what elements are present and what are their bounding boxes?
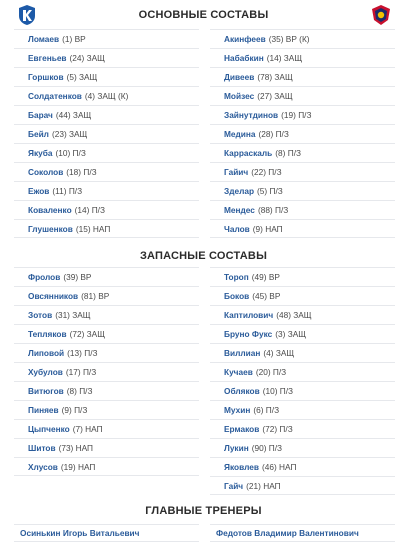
cska-crest-icon — [371, 4, 391, 26]
player-row[interactable] — [210, 324, 395, 343]
player-number-position: (6) П/З — [253, 405, 280, 415]
player-row[interactable] — [210, 419, 395, 438]
player-number-position: (44) ЗАЩ — [55, 110, 92, 120]
player-row[interactable] — [14, 67, 199, 86]
player-number-position: (5) П/З — [257, 186, 283, 196]
player-number-position: (35) ВР (К) — [268, 34, 310, 44]
player-number-position: (81) ВР — [81, 291, 110, 301]
player-number-position: (49) ВР — [251, 272, 280, 282]
player-number-position: (46) НАП — [261, 462, 297, 472]
player-name-link[interactable]: Медина — [224, 129, 256, 139]
player-number-position: (39) ВР — [63, 272, 92, 282]
player-row[interactable] — [210, 162, 395, 181]
player-number-position: (28) П/З — [258, 129, 289, 139]
player-name-link[interactable]: Лукин — [224, 443, 249, 453]
player-name-link[interactable]: Зделар — [224, 186, 255, 196]
player-number-position: (4) ЗАЩ (К) — [84, 91, 129, 101]
player-row[interactable] — [14, 324, 199, 343]
player-row[interactable] — [14, 200, 199, 219]
main-lineups-header — [0, 6, 407, 24]
player-name-link[interactable]: Горшков — [28, 72, 64, 82]
player-name-link[interactable]: Акинфеев — [224, 34, 266, 44]
subs-header — [0, 247, 407, 265]
player-row[interactable] — [14, 343, 199, 362]
player-number-position: (10) П/З — [55, 148, 86, 158]
player-name-link[interactable]: Тепляков — [28, 329, 67, 339]
player-number-position: (18) П/З — [66, 167, 97, 177]
player-name-link[interactable]: Обляков — [224, 386, 260, 396]
player-name-link[interactable]: Мойзес — [224, 91, 255, 101]
player-row[interactable] — [210, 381, 395, 400]
player-row[interactable] — [14, 438, 199, 457]
player-number-position: (13) П/З — [67, 348, 98, 358]
player-row[interactable] — [14, 362, 199, 381]
player-row[interactable] — [210, 67, 395, 86]
away-lineup-list — [210, 29, 395, 238]
player-number-position: (48) ЗАЩ — [276, 310, 312, 320]
player-row[interactable] — [14, 162, 199, 181]
player-name-link[interactable]: Коваленко — [28, 205, 72, 215]
player-number-position: (78) ЗАЩ — [257, 72, 293, 82]
player-number-position: (17) П/З — [65, 367, 97, 377]
player-row[interactable] — [210, 362, 395, 381]
away-coach[interactable]: Федотов Владимир Валентинович — [210, 524, 395, 542]
player-row[interactable] — [210, 200, 395, 219]
player-row[interactable] — [14, 29, 199, 48]
player-row[interactable] — [210, 181, 395, 200]
player-name-link[interactable]: Гайч — [224, 480, 244, 491]
player-number-position: (11) П/З — [52, 186, 83, 196]
player-number-position: (10) П/З — [262, 386, 294, 396]
player-name-link[interactable]: Зотов — [28, 310, 53, 320]
player-row[interactable] — [210, 86, 395, 105]
player-number-position: (21) НАП — [246, 480, 281, 491]
player-number-position: (72) ЗАЩ — [69, 329, 105, 339]
player-name-link[interactable]: Карраскаль — [224, 148, 273, 158]
player-name-link[interactable]: Набабкин — [224, 53, 264, 63]
player-number-position: (15) НАП — [75, 223, 111, 234]
player-name-link[interactable]: Дивеев — [224, 72, 255, 82]
player-row[interactable] — [210, 48, 395, 67]
player-name-link[interactable]: Виллиан — [224, 348, 261, 358]
player-number-position: (22) П/З — [251, 167, 282, 177]
section-title-main: ОСНОВНЫЕ СОСТАВЫ — [138, 9, 269, 21]
player-number-position: (14) ЗАЩ — [266, 53, 303, 63]
player-name-link[interactable]: Мухин — [224, 405, 251, 415]
player-name-link[interactable]: Чалов — [224, 223, 250, 234]
player-row[interactable] — [14, 124, 199, 143]
player-name-link[interactable]: Кучаев — [224, 367, 253, 377]
player-row[interactable] — [14, 48, 199, 67]
player-name-link[interactable]: Солдатенков — [28, 91, 82, 101]
player-number-position: (5) ЗАЩ — [66, 72, 98, 82]
player-name-link[interactable]: Глушенков — [28, 223, 73, 234]
player-name-link[interactable]: Барач — [28, 110, 53, 120]
player-name-link[interactable]: Ежов — [28, 186, 50, 196]
player-row[interactable] — [210, 29, 395, 48]
player-name-link[interactable]: Якуба — [28, 148, 53, 158]
player-row[interactable] — [210, 286, 395, 305]
player-row[interactable] — [210, 400, 395, 419]
player-number-position: (8) П/З — [275, 148, 302, 158]
player-name-link[interactable]: Мендес — [224, 205, 255, 215]
player-row[interactable] — [14, 305, 199, 324]
player-name-link[interactable]: Гайич — [224, 167, 249, 177]
player-name-link[interactable]: Зайнутдинов — [224, 110, 279, 120]
player-name-link[interactable]: Пиняев — [28, 405, 59, 415]
player-row[interactable] — [210, 343, 395, 362]
home-coach[interactable]: Осинькин Игорь Витальевич — [14, 524, 199, 542]
player-name-link[interactable]: Яковлев — [224, 462, 259, 472]
player-row[interactable] — [14, 143, 199, 162]
player-number-position: (31) ЗАЩ — [55, 310, 91, 320]
player-number-position: (45) ВР — [252, 291, 281, 301]
player-number-position: (90) П/З — [251, 443, 283, 453]
player-number-position: (88) П/З — [257, 205, 289, 215]
player-name-link[interactable]: Витюгов — [28, 386, 64, 396]
player-row[interactable] — [210, 105, 395, 124]
player-number-position: (4) ЗАЩ — [263, 348, 295, 358]
player-name-link[interactable]: Хубулов — [28, 367, 63, 377]
player-name-link[interactable]: Евгеньев — [28, 53, 67, 63]
player-row[interactable] — [210, 143, 395, 162]
player-name-link[interactable]: Фролов — [28, 272, 61, 282]
player-name-link[interactable]: Шитов — [28, 443, 56, 453]
player-name-link[interactable]: Соколов — [28, 167, 64, 177]
home-lineup-list — [14, 29, 199, 238]
player-number-position: (19) П/З — [281, 110, 312, 120]
player-row[interactable] — [210, 305, 395, 324]
player-name-link[interactable]: Хлусов — [28, 461, 58, 472]
player-name-link[interactable]: Бейл — [28, 129, 49, 139]
player-row[interactable] — [210, 438, 395, 457]
player-row[interactable] — [14, 219, 199, 238]
player-name-link[interactable]: Ермаков — [224, 424, 260, 434]
player-name-link[interactable]: Каптилович — [224, 310, 274, 320]
player-row[interactable] — [14, 181, 199, 200]
player-name-link[interactable]: Овсянников — [28, 291, 79, 301]
player-number-position: (73) НАП — [58, 443, 94, 453]
player-number-position: (23) ЗАЩ — [51, 129, 88, 139]
player-number-position: (1) ВР — [62, 34, 86, 44]
player-row[interactable] — [210, 124, 395, 143]
player-number-position: (19) НАП — [60, 461, 96, 472]
player-number-position: (72) П/З — [262, 424, 293, 434]
player-row[interactable] — [210, 476, 395, 495]
player-row[interactable] — [14, 267, 199, 286]
player-row[interactable] — [210, 457, 395, 476]
player-name-link[interactable]: Тороп — [224, 272, 249, 282]
player-number-position: (27) ЗАЩ — [257, 91, 293, 101]
player-row[interactable] — [210, 219, 395, 238]
player-number-position: (20) П/З — [255, 367, 287, 377]
away-subs-list — [210, 267, 395, 495]
section-title-subs: ЗАПАСНЫЕ СОСТАВЫ — [139, 250, 268, 262]
player-number-position: (24) ЗАЩ — [69, 53, 105, 63]
coaches-header — [0, 502, 407, 520]
section-title-coaches: ГЛАВНЫЕ ТРЕНЕРЫ — [145, 505, 262, 517]
player-number-position: (14) П/З — [74, 205, 105, 215]
player-name-link[interactable]: Боков — [224, 291, 250, 301]
player-number-position: (3) ЗАЩ — [275, 329, 307, 339]
home-subs-list — [14, 267, 199, 476]
player-number-position: (9) НАП — [252, 223, 283, 234]
player-row[interactable] — [14, 457, 199, 476]
player-name-link[interactable]: Ломаев — [28, 34, 60, 44]
player-number-position: (8) П/З — [66, 386, 93, 396]
player-row[interactable] — [14, 419, 199, 438]
player-number-position: (9) П/З — [61, 405, 88, 415]
player-row[interactable] — [14, 286, 199, 305]
player-name-link[interactable]: Бруно Фукс — [224, 329, 273, 339]
player-row[interactable] — [14, 400, 199, 419]
player-row[interactable] — [210, 267, 395, 286]
player-name-link[interactable]: Цыпченко — [28, 424, 70, 434]
player-name-link[interactable]: Липовой — [28, 348, 65, 358]
player-number-position: (7) НАП — [72, 424, 103, 434]
player-row[interactable] — [14, 381, 199, 400]
player-row[interactable] — [14, 105, 199, 124]
player-row[interactable] — [14, 86, 199, 105]
